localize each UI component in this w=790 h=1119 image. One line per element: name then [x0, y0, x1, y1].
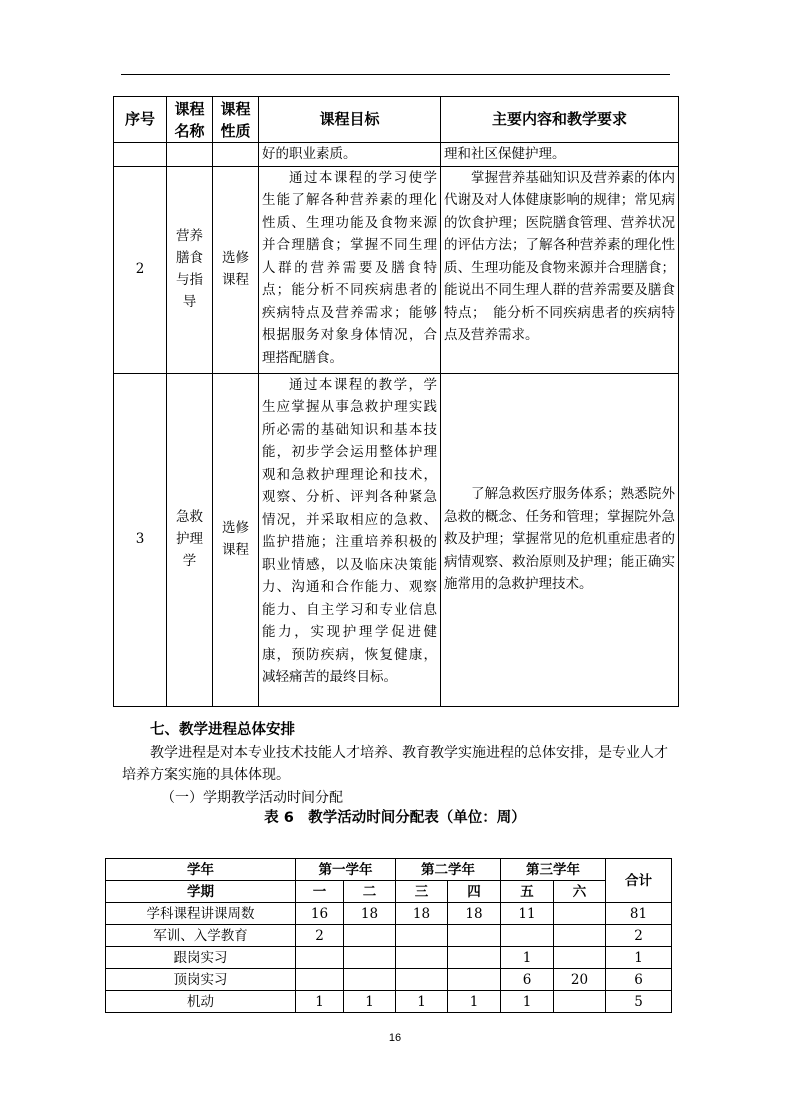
section-subtitle: （一）学期教学活动时间分配: [161, 790, 343, 806]
semester-header: 二: [344, 881, 396, 903]
course-nature-cell: [213, 373, 259, 706]
week-cell: [448, 969, 501, 991]
week-cell: [344, 969, 396, 991]
course-name-cell: [167, 373, 213, 706]
header-nature-line2: 性质: [220, 121, 251, 140]
table-row: [106, 947, 672, 969]
row-label: 机动: [106, 991, 296, 1013]
header-name-line1: 课程: [174, 99, 205, 118]
week-cell: 1: [344, 991, 396, 1013]
table-row: [114, 373, 679, 706]
week-cell: 18: [396, 903, 448, 925]
semester-header: 四: [448, 881, 501, 903]
week-cell: [344, 947, 396, 969]
course-name-line: 急救: [176, 509, 203, 526]
week-cell: 11: [501, 903, 554, 925]
header-course-name: [167, 97, 213, 143]
week-cell: [296, 969, 344, 991]
week-cell: [448, 925, 501, 947]
table-row: [106, 903, 672, 925]
row-label: 军训、入学教育: [106, 925, 296, 947]
year-header: 第一学年: [296, 859, 396, 881]
course-nature-line: 课程: [222, 272, 249, 289]
header-course-content: 主要内容和教学要求: [441, 97, 679, 143]
header-rule: [121, 74, 670, 75]
goal-cell: 好的职业素质。: [259, 143, 441, 167]
total-cell: 2: [606, 925, 672, 947]
week-cell: [396, 947, 448, 969]
course-name-line: 膳食: [176, 250, 203, 267]
year-header: 第三学年: [501, 859, 606, 881]
header-no: 序号: [114, 97, 167, 143]
content-cell: [441, 373, 679, 706]
week-cell: 6: [501, 969, 554, 991]
content-cell: [441, 166, 679, 373]
row-number: 2: [114, 166, 167, 373]
content-text: 了解急救医疗服务体系；熟悉院外急救的概念、任务和管理；掌握院外急救及护理；掌握常见的危机重症患者的病情观察、救治原则及护理；能正确实施常用的急救护理技术。: [444, 486, 675, 593]
total-cell: 81: [606, 903, 672, 925]
course-table: [113, 96, 679, 707]
week-cell: [554, 903, 606, 925]
week-cell: 1: [501, 991, 554, 1013]
week-cell: [501, 925, 554, 947]
course-nature-line: 选修: [222, 250, 249, 267]
year-label: 学年: [106, 859, 296, 881]
table-caption: 表 6 教学活动时间分配表（单位：周）: [264, 810, 526, 826]
course-nature-cell: [213, 166, 259, 373]
week-cell: 18: [448, 903, 501, 925]
week-cell: 2: [296, 925, 344, 947]
course-table-header-row: [114, 97, 679, 143]
week-cell: 16: [296, 903, 344, 925]
course-name-line: 营养: [176, 228, 203, 245]
table-row: [106, 969, 672, 991]
goal-text: 通过本课程的教学，学生应掌握从事急救护理实践所必需的基础知识和基本技能，初步学会运用整体护理观和急救护理理论和技术，观察、分析、评判各种紧急情况，并采取相应的急救、监护措施；注重培养积极的职业情感，以及临床决策能力、沟通和合作能力、观察能力、自主学习和专业信息能力，实现护理学促进健康，预防疾病，恢复健康，减轻痛苦的最终目标。: [262, 376, 437, 685]
semester-header: 五: [501, 881, 554, 903]
semester-header: 三: [396, 881, 448, 903]
section-paragraph: 教学进程是对本专业技术技能人才培养、教育教学实施进程的总体安排，是专业人才培养方案实施的具体体现。: [122, 745, 668, 783]
section-title: 七、教学进程总体安排: [150, 722, 295, 738]
row-label: 顶岗实习: [106, 969, 296, 991]
goal-cell: [259, 166, 441, 373]
course-name-line: 导: [182, 294, 197, 311]
course-name-line: 学: [182, 553, 197, 570]
total-cell: 5: [606, 991, 672, 1013]
goal-text: 通过本课程的学习使学生能了解各种营养素的理化性质、生理功能及食物来源并合理膳食；掌握不同生理人群的营养需要及膳食特点；能分析不同疾病患者的疾病特点及营养需求；能够根据服务对象身体情况，合理搭配膳食。: [262, 169, 437, 366]
goal-cell: [259, 373, 441, 706]
semester-header: 六: [554, 881, 606, 903]
semester-label: 学期: [106, 881, 296, 903]
header-name-line2: 名称: [174, 121, 205, 140]
week-cell: [296, 947, 344, 969]
header-nature-line1: 课程: [220, 99, 251, 118]
week-cell: 1: [501, 947, 554, 969]
week-cell: 18: [344, 903, 396, 925]
row-number: 3: [114, 373, 167, 706]
course-name-line: 与指: [176, 272, 203, 289]
content-cell: 理和社区保健护理。: [441, 143, 679, 167]
course-name-line: 护理: [176, 531, 203, 548]
total-header: 合计: [606, 859, 672, 903]
course-nature-line: 选修: [222, 520, 249, 537]
total-cell: 6: [606, 969, 672, 991]
content-text: 掌握营养基础知识及营养素的体内代谢及对人体健康影响的规律；常见病的饮食护理；医院膳食管理、营养状况的评估方法；了解各种营养素的理化性质、生理功能及食物来源并合理膳食；能说出不同生理人群的营养需要及膳食特点； 能分析不同疾病患者的疾病特点及营养需求。: [444, 169, 675, 343]
header-course-goal: 课程目标: [259, 97, 441, 143]
week-cell: 1: [396, 991, 448, 1013]
week-cell: 1: [448, 991, 501, 1013]
week-cell: [554, 991, 606, 1013]
row-label: 跟岗实习: [106, 947, 296, 969]
total-cell: 1: [606, 947, 672, 969]
week-cell: [396, 969, 448, 991]
week-cell: [554, 947, 606, 969]
week-cell: 20: [554, 969, 606, 991]
week-cell: 1: [296, 991, 344, 1013]
week-cell: [448, 947, 501, 969]
week-cell: [344, 925, 396, 947]
header-course-nature: [213, 97, 259, 143]
semester-header: 一: [296, 881, 344, 903]
row-label: 学科课程讲课周数: [106, 903, 296, 925]
schedule-table: [105, 858, 672, 1013]
table-row: [114, 143, 679, 167]
course-nature-line: 课程: [222, 542, 249, 559]
year-header: 第二学年: [396, 859, 501, 881]
table-row: [114, 166, 679, 373]
week-cell: [554, 925, 606, 947]
course-name-cell: [167, 166, 213, 373]
week-cell: [396, 925, 448, 947]
schedule-year-row: [106, 859, 672, 881]
page-number: 16: [388, 1032, 402, 1044]
table-row: [106, 991, 672, 1013]
schedule-semester-row: [106, 881, 672, 903]
table-row: [106, 925, 672, 947]
